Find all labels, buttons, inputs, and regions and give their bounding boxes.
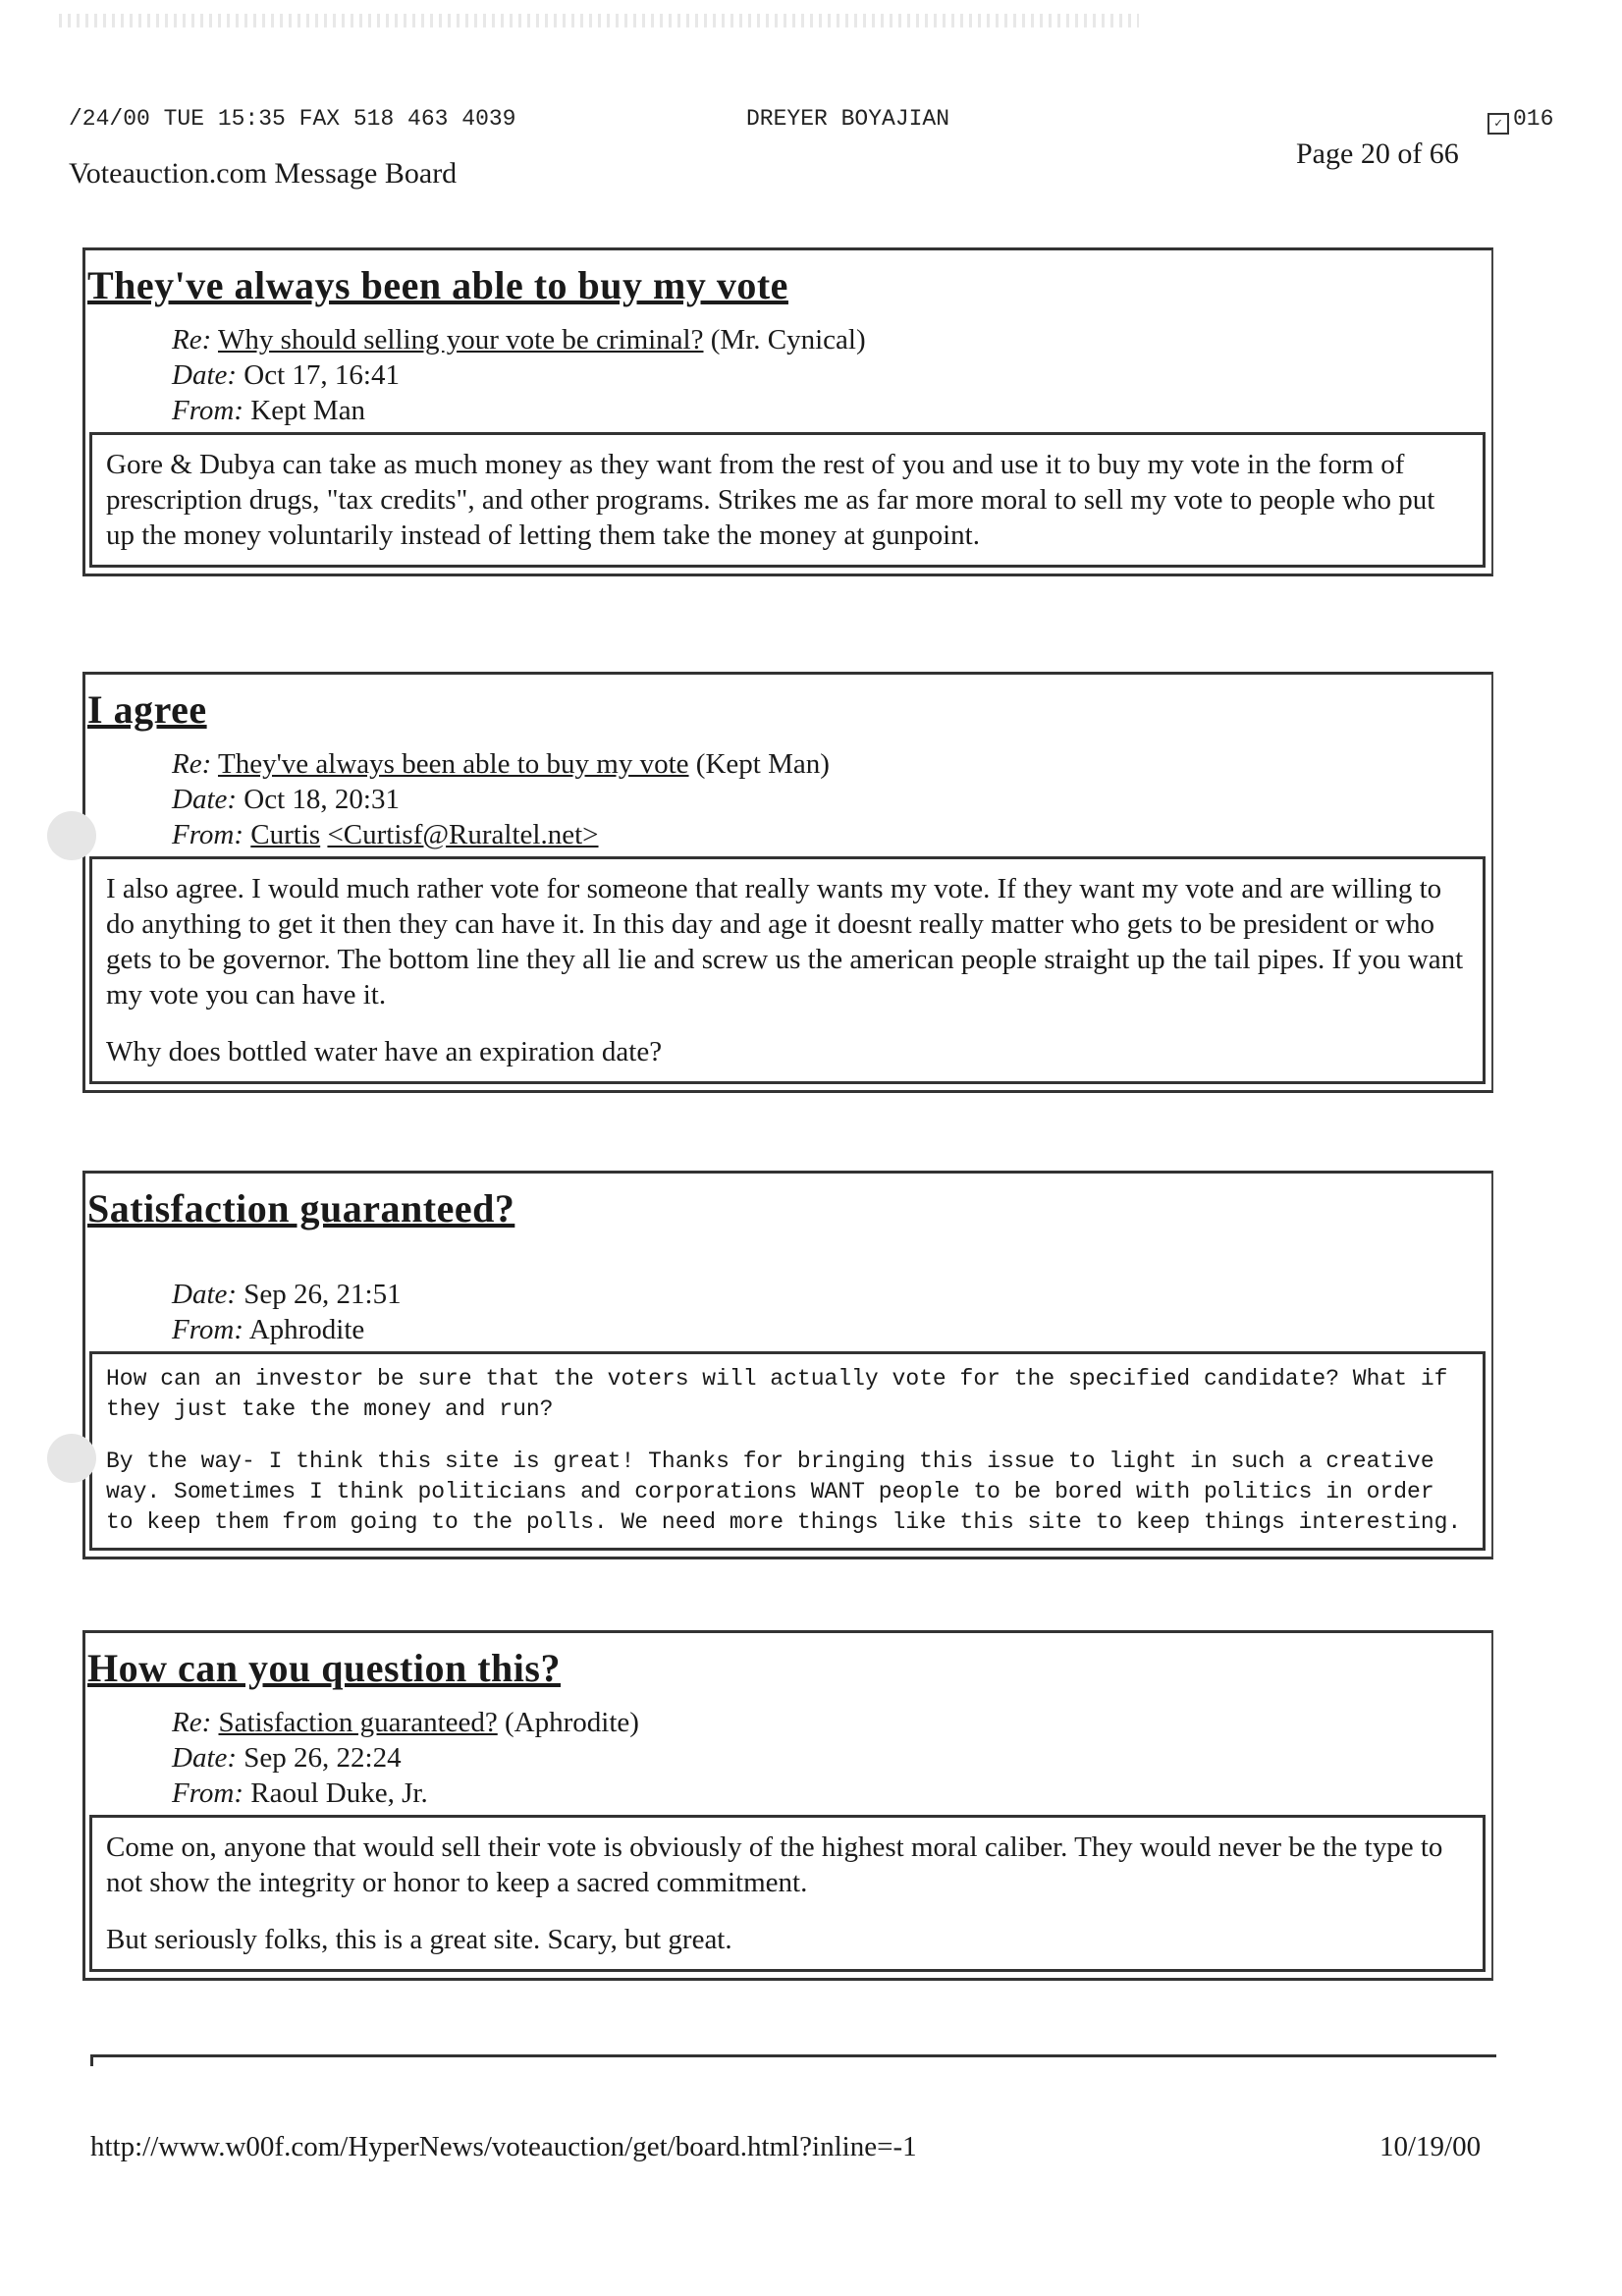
re-link[interactable]: Satisfaction guaranteed? bbox=[218, 1707, 498, 1738]
date-label: Date: bbox=[172, 1279, 238, 1310]
date-label: Date: bbox=[172, 359, 238, 391]
fax-page-number: 016 bbox=[1513, 106, 1554, 132]
fax-scan-noise bbox=[59, 14, 1139, 27]
re-label: Re: bbox=[172, 748, 212, 780]
message-post bbox=[82, 1171, 1493, 1559]
post-meta bbox=[172, 1705, 1491, 1811]
message-post bbox=[82, 672, 1493, 1093]
post-paragraph: But seriously folks, this is a great site. Scary, but great. bbox=[106, 1924, 732, 1955]
message-post bbox=[82, 1630, 1493, 1981]
re-label: Re: bbox=[172, 324, 212, 355]
post-date: Oct 18, 20:31 bbox=[243, 784, 400, 815]
post-body bbox=[89, 1815, 1486, 1972]
fax-header-center: DREYER BOYAJIAN bbox=[746, 106, 950, 132]
fax-header-left: /24/00 TUE 15:35 FAX 518 463 4039 bbox=[69, 106, 516, 132]
post-author: Aphrodite bbox=[248, 1314, 365, 1345]
re-label: Re: bbox=[172, 1707, 212, 1738]
post-title[interactable]: They've always been able to buy my vote bbox=[87, 263, 788, 307]
fax-page-icon: ✓ bbox=[1487, 113, 1509, 135]
from-label: From: bbox=[172, 395, 244, 426]
footer-url: http://www.w00f.com/HyperNews/voteauction/get/board.html?inline=-1 bbox=[90, 2131, 917, 2162]
re-author: (Aphrodite) bbox=[505, 1707, 639, 1738]
punch-hole bbox=[47, 811, 96, 860]
footer-date: 10/19/00 bbox=[1379, 2131, 1482, 2162]
post-title[interactable]: Satisfaction guaranteed? bbox=[87, 1186, 515, 1230]
post-body bbox=[89, 1351, 1486, 1551]
bottom-divider bbox=[90, 2054, 1496, 2057]
site-title: Voteauction.com Message Board bbox=[69, 157, 458, 190]
date-label: Date: bbox=[172, 784, 238, 815]
re-link[interactable]: Why should selling your vote be criminal? bbox=[217, 324, 704, 355]
post-paragraph: How can an investor be sure that the voters will actually vote for the specified candidate? What if they just take the money and run? bbox=[106, 1366, 1448, 1422]
re-author: (Kept Man) bbox=[695, 748, 830, 780]
from-label: From: bbox=[172, 1314, 244, 1345]
post-paragraph: Gore & Dubya can take as much money as they want from the rest of you and use it to buy my vote in the form of prescription drugs, "tax credits", and other programs. Strikes me as far more moral to sell my vote to people who put up the money voluntarily instead of letting them take the money at gunpoint. bbox=[106, 449, 1435, 551]
post-date: Sep 26, 22:24 bbox=[243, 1742, 402, 1774]
punch-hole bbox=[47, 1434, 96, 1483]
post-body bbox=[89, 856, 1486, 1084]
bottom-divider-tick bbox=[90, 2054, 93, 2066]
post-date: Sep 26, 21:51 bbox=[243, 1279, 402, 1310]
re-author: (Mr. Cynical) bbox=[710, 324, 866, 355]
post-paragraph: Come on, anyone that would sell their vote is obviously of the highest moral caliber. They would never be the type to not show the integrity or honor to keep a sacred commitment. bbox=[106, 1831, 1443, 1898]
date-label: Date: bbox=[172, 1742, 238, 1774]
post-meta bbox=[172, 746, 1491, 852]
post-date: Oct 17, 16:41 bbox=[243, 359, 400, 391]
re-link[interactable]: They've always been able to buy my vote bbox=[217, 748, 689, 780]
post-author: Raoul Duke, Jr. bbox=[250, 1777, 428, 1809]
post-author: Kept Man bbox=[250, 395, 366, 426]
from-label: From: bbox=[172, 819, 244, 850]
post-title[interactable]: How can you question this? bbox=[87, 1646, 561, 1690]
fax-header-right bbox=[1487, 106, 1553, 135]
message-post bbox=[82, 247, 1493, 576]
from-label: From: bbox=[172, 1777, 244, 1809]
post-body bbox=[89, 432, 1486, 568]
post-signature: Why does bottled water have an expiration date? bbox=[106, 1036, 663, 1067]
post-title[interactable]: I agree bbox=[87, 687, 207, 732]
post-meta bbox=[172, 322, 1491, 428]
author-link[interactable]: Curtis bbox=[250, 819, 321, 850]
post-paragraph: I also agree. I would much rather vote for someone that really wants my vote. If they want my vote and are willing to do anything to get it then they can have it. In this day and age it doesnt really matter who gets to be president or who gets to be governor. The bottom line they all lie and screw us the american people straight up the tail pipes. If you want my vote you can have it. bbox=[106, 873, 1464, 1011]
post-meta bbox=[172, 1277, 1491, 1347]
post-paragraph: By the way- I think this site is great! Thanks for bringing this issue to light in such a creative way. Sometimes I think politicians and corporations WANT people to be bored with politics in order to keep them from going to the polls. We need more things like this site to keep things interesting. bbox=[106, 1449, 1462, 1535]
page-number: Page 20 of 66 bbox=[1296, 137, 1459, 170]
author-email-link[interactable]: <Curtisf@Ruraltel.net> bbox=[327, 819, 599, 850]
